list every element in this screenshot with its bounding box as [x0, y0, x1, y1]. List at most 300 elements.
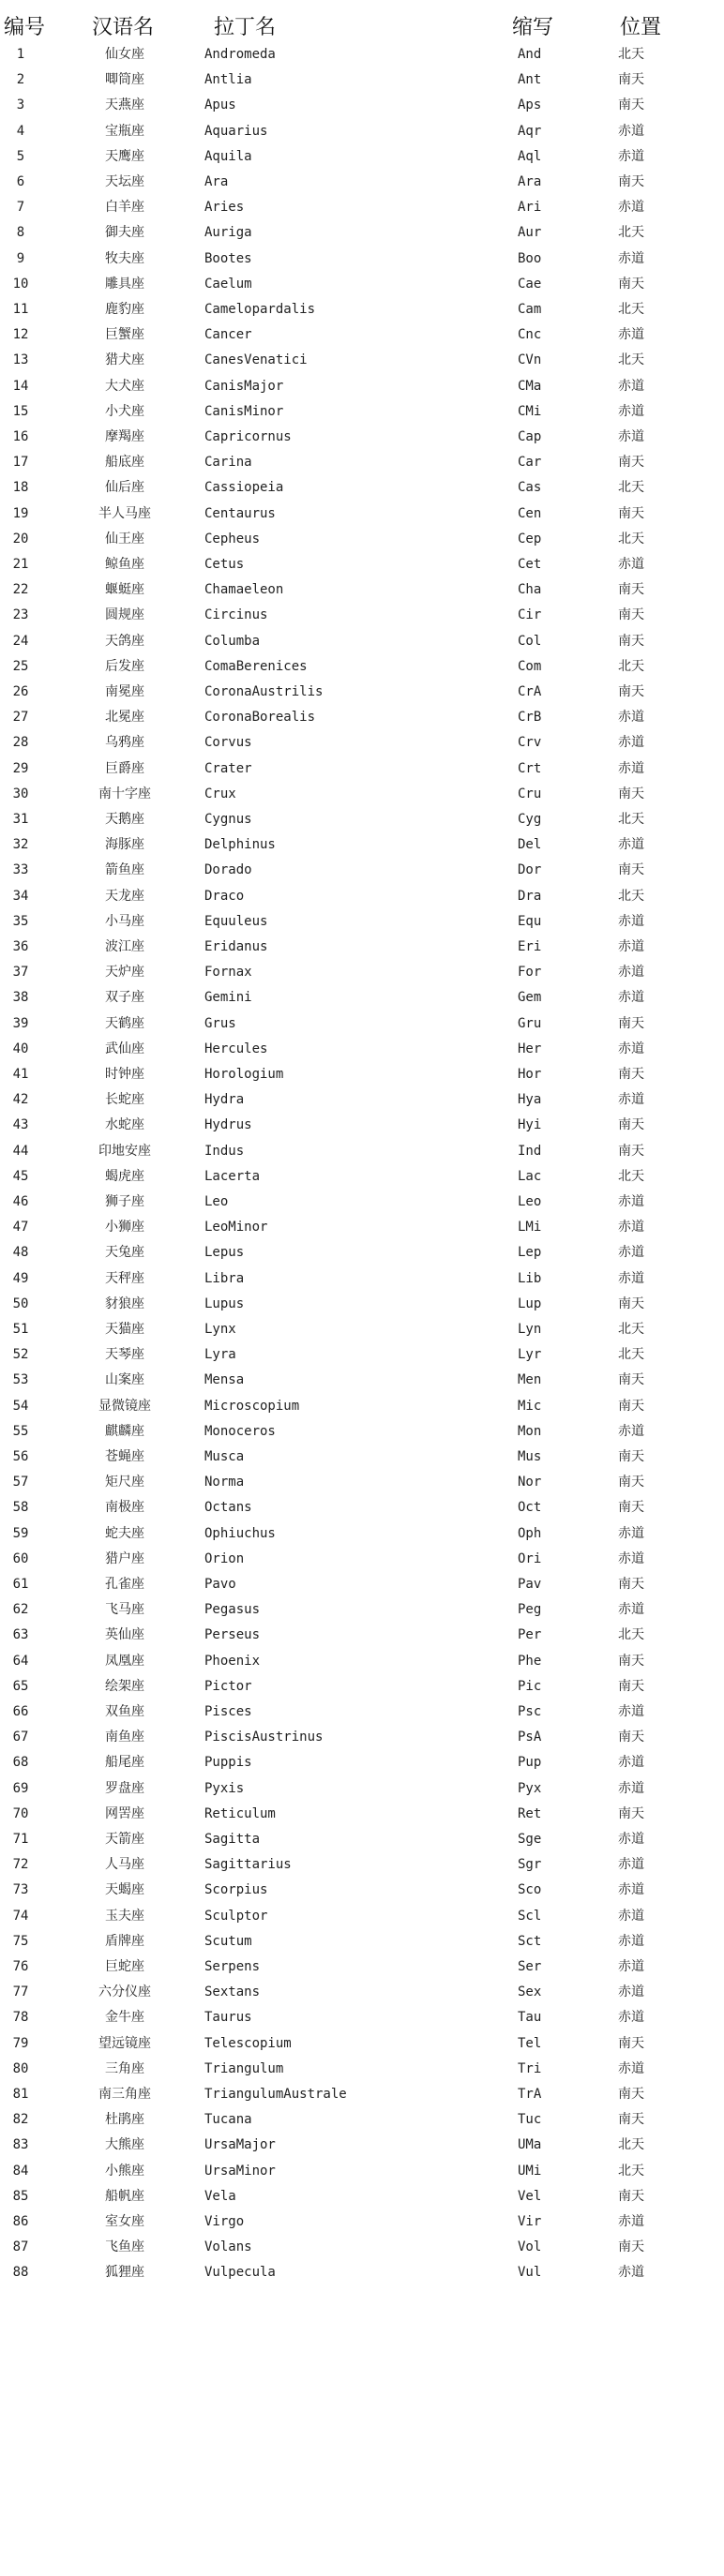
table-row [0, 1166, 724, 1187]
row-number: 55 [12, 1423, 29, 1439]
row-position: 北天 [618, 47, 644, 62]
row-abbreviation: Cen [518, 505, 542, 521]
row-number: 75 [12, 1933, 29, 1949]
row-abbreviation: Peg [518, 1602, 542, 1618]
row-number: 52 [12, 1347, 29, 1363]
row-chinese-name: 天坛座 [105, 174, 144, 189]
row-abbreviation: Pup [518, 1755, 542, 1771]
row-abbreviation: Tri [518, 2060, 542, 2076]
table-row [0, 1089, 724, 1110]
row-abbreviation: Col [518, 633, 542, 649]
row-latin-name: UrsaMinor [204, 2163, 276, 2179]
row-position: 南天 [618, 505, 644, 521]
row-number: 31 [12, 812, 29, 827]
row-latin-name: Microscopium [204, 1398, 300, 1414]
row-abbreviation: Pyx [518, 1780, 542, 1796]
row-chinese-name: 天鹰座 [105, 148, 144, 164]
row-abbreviation: Crt [518, 760, 542, 776]
row-latin-name: Scorpius [204, 1882, 268, 1898]
row-latin-name: Monoceros [204, 1423, 276, 1439]
row-chinese-name: 武仙座 [105, 1041, 144, 1056]
row-chinese-name: 双鱼座 [105, 1704, 144, 1719]
row-abbreviation: Dor [518, 862, 542, 878]
table-row [0, 44, 724, 65]
row-latin-name: Cancer [204, 327, 252, 343]
row-chinese-name: 唧筒座 [105, 72, 144, 88]
row-latin-name: Carina [204, 455, 252, 471]
row-chinese-name: 南三角座 [98, 2087, 151, 2102]
row-latin-name: Tucana [204, 2112, 252, 2128]
row-chinese-name: 天龙座 [105, 888, 144, 904]
table-row [0, 681, 724, 702]
table-row [0, 1956, 724, 1977]
row-position: 赤道 [618, 1550, 644, 1566]
row-number: 10 [12, 276, 29, 292]
table-row [0, 1013, 724, 1034]
table-row [0, 886, 724, 906]
table-row [0, 2134, 724, 2155]
row-position: 赤道 [618, 1984, 644, 2000]
row-latin-name: CanisMinor [204, 403, 284, 419]
row-number: 15 [12, 403, 29, 419]
row-abbreviation: Cha [518, 582, 542, 598]
row-number: 53 [12, 1372, 29, 1388]
row-number: 6 [16, 174, 25, 189]
table-row [0, 2033, 724, 2054]
row-abbreviation: Pav [518, 1577, 542, 1592]
row-abbreviation: Crv [518, 735, 542, 751]
row-number: 84 [12, 2163, 29, 2179]
table-row [0, 2059, 724, 2079]
row-latin-name: Lynx [204, 1322, 236, 1337]
row-abbreviation: CVn [518, 352, 542, 368]
row-abbreviation: Cir [518, 607, 542, 623]
row-number: 16 [12, 429, 29, 444]
row-abbreviation: Cet [518, 557, 542, 572]
row-abbreviation: Oph [518, 1525, 542, 1541]
row-abbreviation: Equ [518, 913, 542, 929]
table-row [0, 452, 724, 472]
row-position: 南天 [618, 1475, 644, 1490]
row-chinese-name: 麒麟座 [105, 1423, 144, 1439]
row-chinese-name: 双子座 [105, 990, 144, 1006]
row-latin-name: Aquila [204, 148, 252, 164]
row-chinese-name: 仙女座 [105, 47, 144, 62]
table-row [0, 1676, 724, 1697]
row-abbreviation: UMa [518, 2137, 542, 2153]
row-latin-name: Grus [204, 1015, 236, 1031]
row-chinese-name: 御夫座 [105, 225, 144, 241]
row-position: 南天 [618, 1372, 644, 1388]
row-position: 赤道 [618, 1933, 644, 1949]
row-chinese-name: 天炉座 [105, 965, 144, 981]
row-number: 26 [12, 684, 29, 699]
row-number: 63 [12, 1627, 29, 1643]
row-abbreviation: Scl [518, 1908, 542, 1924]
row-chinese-name: 船帆座 [105, 2188, 144, 2204]
row-number: 38 [12, 990, 29, 1006]
table-row [0, 1421, 724, 1442]
row-position: 赤道 [618, 378, 644, 394]
row-abbreviation: Sex [518, 1984, 542, 2000]
row-number: 43 [12, 1117, 29, 1133]
row-position: 北天 [618, 888, 644, 904]
row-position: 南天 [618, 1577, 644, 1592]
row-latin-name: Crux [204, 786, 236, 801]
row-number: 50 [12, 1295, 29, 1311]
row-number: 13 [12, 352, 29, 368]
row-latin-name: Aquarius [204, 123, 268, 139]
row-latin-name: ComaBerenices [204, 658, 308, 674]
row-chinese-name: 孔雀座 [105, 1577, 144, 1592]
row-latin-name: Sculptor [204, 1908, 268, 1924]
row-chinese-name: 北冕座 [105, 710, 144, 726]
row-latin-name: Aries [204, 200, 245, 216]
row-abbreviation: For [518, 965, 542, 981]
header-position: 位置 [620, 16, 662, 39]
row-abbreviation: Tuc [518, 2112, 542, 2128]
row-position: 赤道 [618, 123, 644, 139]
row-chinese-name: 白羊座 [105, 200, 144, 216]
table-row [0, 579, 724, 600]
row-abbreviation: Hor [518, 1067, 542, 1082]
row-chinese-name: 山案座 [105, 1372, 144, 1388]
row-number: 59 [12, 1525, 29, 1541]
table-row [0, 987, 724, 1008]
row-position: 赤道 [618, 2265, 644, 2281]
row-chinese-name: 小马座 [105, 913, 144, 929]
row-abbreviation: Ser [518, 1959, 542, 1974]
row-latin-name: LeoMinor [204, 1220, 268, 1236]
row-chinese-name: 鹿豹座 [105, 302, 144, 317]
row-position: 赤道 [618, 965, 644, 981]
row-abbreviation: Vel [518, 2188, 542, 2204]
row-latin-name: Serpens [204, 1959, 261, 1974]
row-position: 南天 [618, 862, 644, 878]
row-abbreviation: Cru [518, 786, 542, 801]
row-abbreviation: Tel [518, 2035, 542, 2051]
row-abbreviation: Ara [518, 174, 542, 189]
row-chinese-name: 室女座 [105, 2214, 144, 2229]
table-row [0, 911, 724, 932]
row-abbreviation: TrA [518, 2087, 542, 2102]
table-row [0, 2007, 724, 2028]
row-number: 12 [12, 327, 29, 343]
row-position: 南天 [618, 633, 644, 649]
row-chinese-name: 雕具座 [105, 276, 144, 292]
row-chinese-name: 矩尺座 [105, 1475, 144, 1490]
row-chinese-name: 显微镜座 [98, 1398, 151, 1414]
row-position: 南天 [618, 2112, 644, 2128]
row-position: 赤道 [618, 2010, 644, 2026]
row-number: 14 [12, 378, 29, 394]
row-latin-name: Octans [204, 1500, 252, 1516]
row-abbreviation: Sco [518, 1882, 542, 1898]
row-number: 24 [12, 633, 29, 649]
row-chinese-name: 蛇夫座 [105, 1525, 144, 1541]
row-position: 南天 [618, 1653, 644, 1669]
table-row [0, 1523, 724, 1544]
table-row [0, 2237, 724, 2257]
row-position: 赤道 [618, 1525, 644, 1541]
row-abbreviation: Cae [518, 276, 542, 292]
row-position: 南天 [618, 97, 644, 113]
table-row [0, 936, 724, 957]
row-chinese-name: 望远镜座 [98, 2035, 151, 2051]
row-latin-name: Triangulum [204, 2060, 284, 2076]
row-latin-name: Hercules [204, 1041, 268, 1056]
row-position: 赤道 [618, 710, 644, 726]
row-abbreviation: Per [518, 1627, 542, 1643]
row-abbreviation: Cyg [518, 812, 542, 827]
row-chinese-name: 天箭座 [105, 1832, 144, 1847]
row-abbreviation: Boo [518, 250, 542, 266]
row-latin-name: Circinus [204, 607, 268, 623]
row-abbreviation: Leo [518, 1194, 542, 1209]
row-position: 赤道 [618, 1755, 644, 1771]
row-abbreviation: Lyn [518, 1322, 542, 1337]
table-row [0, 2084, 724, 2104]
row-chinese-name: 天鹤座 [105, 1015, 144, 1031]
row-number: 11 [12, 302, 29, 317]
table-row [0, 69, 724, 90]
row-chinese-name: 蝎虎座 [105, 1168, 144, 1184]
row-abbreviation: Ari [518, 200, 542, 216]
table-row [0, 376, 724, 397]
row-chinese-name: 海豚座 [105, 837, 144, 853]
row-chinese-name: 绘架座 [105, 1678, 144, 1694]
row-position: 南天 [618, 582, 644, 598]
row-latin-name: Pyxis [204, 1780, 245, 1796]
row-number: 68 [12, 1755, 29, 1771]
row-position: 赤道 [618, 1832, 644, 1847]
row-chinese-name: 圆规座 [105, 607, 144, 623]
row-abbreviation: And [518, 47, 542, 62]
row-number: 54 [12, 1398, 29, 1414]
table-row [0, 732, 724, 753]
row-chinese-name: 玉夫座 [105, 1908, 144, 1924]
table-row [0, 1039, 724, 1059]
table-row [0, 1906, 724, 1926]
row-latin-name: Cetus [204, 557, 245, 572]
row-number: 29 [12, 760, 29, 776]
row-number: 73 [12, 1882, 29, 1898]
row-abbreviation: Cep [518, 531, 542, 547]
row-position: 南天 [618, 276, 644, 292]
row-latin-name: Draco [204, 888, 245, 904]
row-position: 北天 [618, 1347, 644, 1363]
row-latin-name: Sextans [204, 1984, 261, 2000]
header-abbreviation: 缩写 [512, 16, 554, 39]
table-row [0, 324, 724, 345]
row-chinese-name: 天猫座 [105, 1322, 144, 1337]
table-row [0, 1217, 724, 1237]
row-latin-name: Vulpecula [204, 2265, 276, 2281]
row-chinese-name: 凤凰座 [105, 1653, 144, 1669]
row-chinese-name: 牧夫座 [105, 250, 144, 266]
row-latin-name: Hydra [204, 1092, 245, 1108]
row-number: 60 [12, 1550, 29, 1566]
row-position: 北天 [618, 352, 644, 368]
row-position: 赤道 [618, 1959, 644, 1974]
row-number: 57 [12, 1475, 29, 1490]
row-abbreviation: Ind [518, 1143, 542, 1159]
row-position: 南天 [618, 786, 644, 801]
row-chinese-name: 天蝎座 [105, 1882, 144, 1898]
row-position: 赤道 [618, 913, 644, 929]
table-row [0, 146, 724, 167]
row-latin-name: UrsaMajor [204, 2137, 276, 2153]
table-row [0, 1268, 724, 1289]
table-row [0, 860, 724, 880]
row-number: 81 [12, 2087, 29, 2102]
row-position: 赤道 [618, 327, 644, 343]
row-chinese-name: 三角座 [105, 2060, 144, 2076]
row-abbreviation: Phe [518, 1653, 542, 1669]
table-row [0, 1880, 724, 1900]
row-number: 28 [12, 735, 29, 751]
row-position: 南天 [618, 1678, 644, 1694]
row-number: 69 [12, 1780, 29, 1796]
row-latin-name: Dorado [204, 862, 252, 878]
row-number: 62 [12, 1602, 29, 1618]
row-abbreviation: Sct [518, 1933, 542, 1949]
row-position: 赤道 [618, 1908, 644, 1924]
row-chinese-name: 杜鹃座 [105, 2112, 144, 2128]
row-abbreviation: Eri [518, 939, 542, 954]
row-latin-name: Crater [204, 760, 252, 776]
row-abbreviation: Cas [518, 480, 542, 496]
row-position: 南天 [618, 2035, 644, 2051]
row-abbreviation: LMi [518, 1220, 542, 1236]
row-latin-name: Equuleus [204, 913, 268, 929]
row-latin-name: CoronaAustrilis [204, 684, 324, 699]
row-abbreviation: Cap [518, 429, 542, 444]
row-position: 南天 [618, 1015, 644, 1031]
row-latin-name: Eridanus [204, 939, 268, 954]
row-chinese-name: 罗盘座 [105, 1780, 144, 1796]
table-row [0, 274, 724, 294]
table-row [0, 1472, 724, 1492]
row-abbreviation: Ant [518, 72, 542, 88]
row-number: 5 [16, 148, 25, 164]
row-position: 南天 [618, 1143, 644, 1159]
row-abbreviation: Oct [518, 1500, 542, 1516]
table-row [0, 1549, 724, 1569]
table-row [0, 1778, 724, 1799]
row-number: 1 [16, 47, 25, 62]
row-abbreviation: Aps [518, 97, 542, 113]
row-latin-name: Lacerta [204, 1168, 261, 1184]
row-chinese-name: 巨蛇座 [105, 1959, 144, 1974]
row-number: 44 [12, 1143, 29, 1159]
row-latin-name: Reticulum [204, 1805, 276, 1821]
table-row [0, 299, 724, 320]
row-chinese-name: 仙王座 [105, 531, 144, 547]
row-number: 65 [12, 1678, 29, 1694]
row-position: 北天 [618, 1168, 644, 1184]
row-abbreviation: Del [518, 837, 542, 853]
row-chinese-name: 乌鸦座 [105, 735, 144, 751]
row-position: 赤道 [618, 1704, 644, 1719]
table-row [0, 1115, 724, 1135]
row-chinese-name: 天秤座 [105, 1270, 144, 1286]
table-row [0, 2186, 724, 2207]
row-chinese-name: 巨蟹座 [105, 327, 144, 343]
table-row [0, 2211, 724, 2232]
row-latin-name: Camelopardalis [204, 302, 316, 317]
table-row [0, 121, 724, 142]
row-abbreviation: Mon [518, 1423, 542, 1439]
row-chinese-name: 狮子座 [105, 1194, 144, 1209]
table-row [0, 1064, 724, 1085]
row-position: 北天 [618, 658, 644, 674]
row-abbreviation: Gem [518, 990, 542, 1006]
row-latin-name: Lyra [204, 1347, 236, 1363]
row-abbreviation: Cnc [518, 327, 542, 343]
row-number: 48 [12, 1245, 29, 1261]
row-position: 北天 [618, 1322, 644, 1337]
row-position: 赤道 [618, 760, 644, 776]
row-number: 64 [12, 1653, 29, 1669]
row-chinese-name: 箭鱼座 [105, 862, 144, 878]
row-chinese-name: 英仙座 [105, 1627, 144, 1643]
row-position: 南天 [618, 1805, 644, 1821]
row-number: 71 [12, 1832, 29, 1847]
row-position: 南天 [618, 174, 644, 189]
row-position: 北天 [618, 225, 644, 241]
row-latin-name: Scutum [204, 1933, 252, 1949]
row-abbreviation: Com [518, 658, 542, 674]
table-row [0, 477, 724, 498]
row-position: 南天 [618, 1067, 644, 1082]
row-chinese-name: 大犬座 [105, 378, 144, 394]
row-latin-name: Gemini [204, 990, 252, 1006]
row-number: 85 [12, 2188, 29, 2204]
row-latin-name: Lepus [204, 1245, 245, 1261]
table-row [0, 784, 724, 804]
row-position: 赤道 [618, 429, 644, 444]
table-row [0, 401, 724, 422]
row-chinese-name: 飞马座 [105, 1602, 144, 1618]
row-chinese-name: 船尾座 [105, 1755, 144, 1771]
row-number: 35 [12, 913, 29, 929]
row-chinese-name: 小犬座 [105, 403, 144, 419]
row-latin-name: Columba [204, 633, 261, 649]
row-chinese-name: 宝瓶座 [105, 123, 144, 139]
row-abbreviation: Hya [518, 1092, 542, 1108]
row-number: 74 [12, 1908, 29, 1924]
row-number: 4 [16, 123, 25, 139]
row-chinese-name: 天鸽座 [105, 633, 144, 649]
row-latin-name: Taurus [204, 2010, 252, 2026]
row-number: 51 [12, 1322, 29, 1337]
row-position: 赤道 [618, 200, 644, 216]
table-row [0, 1242, 724, 1263]
row-abbreviation: Vul [518, 2265, 542, 2281]
row-latin-name: Centaurus [204, 505, 276, 521]
row-chinese-name: 狐狸座 [105, 2265, 144, 2281]
row-abbreviation: CrB [518, 710, 542, 726]
table-row [0, 1982, 724, 2002]
row-number: 47 [12, 1220, 29, 1236]
row-number: 46 [12, 1194, 29, 1209]
table-row [0, 809, 724, 830]
row-latin-name: Pavo [204, 1577, 236, 1592]
row-abbreviation: Aql [518, 148, 542, 164]
row-chinese-name: 天燕座 [105, 97, 144, 113]
row-number: 67 [12, 1730, 29, 1745]
